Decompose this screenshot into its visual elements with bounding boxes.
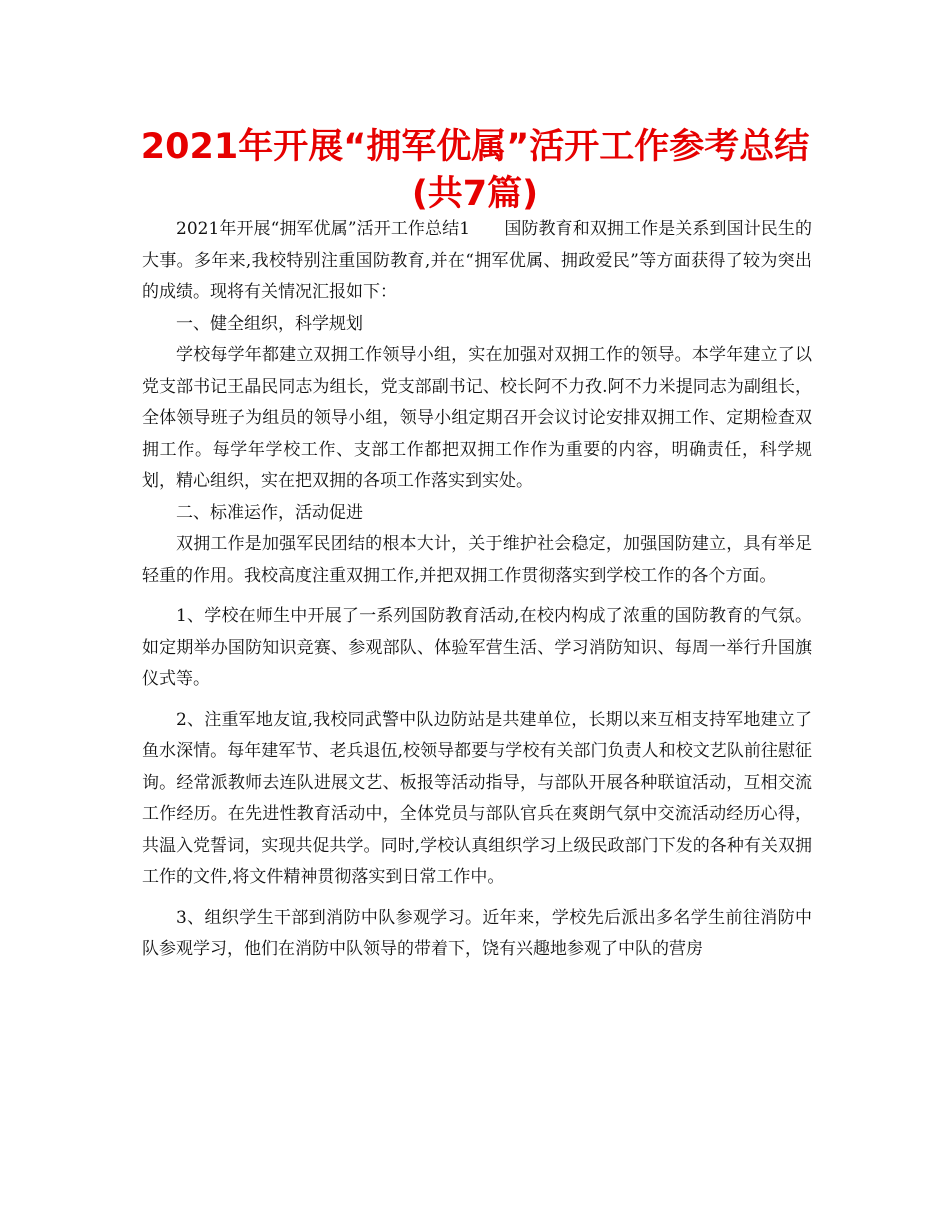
paragraph-operation: 双拥工作是加强军民团结的根本大计，关于维护社会稳定，加强国防建立，具有举足轻重的作用。我校高度注重双拥工作,并把双拥工作贯彻落实到学校工作的各个方面。 [142,534,812,586]
paragraph-item-2: 2、注重军地友谊,我校同武警中队边防站是共建单位，长期以来互相支持军地建立了鱼水深情。每年建军节、老兵退伍,校领导都要与学校有关部门负责人和校文艺队前往慰征询。经常派教师去连队进展文艺、板报等活动指导，与部队开展各种联谊活动，互相交流工作经历。在先进性教育活动中，全体党员与部队官兵在爽朗气氛中交流活动经历心得，共温入党誓词，实现共促共学。同时,学校认真组织学习上级民政部门下发的各种有关双拥工作的文件,将文件精神贯彻落实到日常工作中。 [142,709,812,887]
section-heading-1: 一、健全组织，科学规划 [176,313,363,334]
document-subtitle: (共7篇) [411,174,539,214]
paragraph-item-3: 3、组织学生干部到消防中队参观学习。近年来，学校先后派出多名学生前往消防中队参观学习，他们在消防中队领导的带着下，饶有兴趣地参观了中队的营房 [142,907,812,959]
section-heading-2: 二、标准运作，活动促进 [176,502,363,523]
paragraph-intro: 2021年开展“拥军优属”活开工作总结1 国防教育和双拥工作是关系到国计民生的大事。多年来,我校特别注重国防教育,并在“拥军优属、拥政爱民”等方面获得了较为突出的成绩。现将有关情况汇报如下： [142,219,812,302]
document-body [142,214,812,966]
document-title: 2021年开展“拥军优属”活开工作参考总结 [140,127,810,167]
paragraph-item-1: 1、学校在师生中开展了一系列国防教育活动,在校内构成了浓重的国防教育的气氛。如定期举办国防知识竞赛、参观部队、体验军营生活、学习消防知识、每周一举行升国旗仪式等。 [142,606,812,689]
paragraph-organization: 学校每学年都建立双拥工作领导小组，实在加强对双拥工作的领导。本学年建立了以党支部书记王晶民同志为组长，党支部副书记、校长阿不力孜.阿不力米提同志为副组长，全体领导班子为组员的领导小组，领导小组定期召开会议讨论安排双拥工作、定期检查双拥工作。每学年学校工作、支部工作都把双拥工作作为重要的内容，明确责任，科学规划，精心组织，实在把双拥的各项工作落实到实处。 [142,345,812,491]
